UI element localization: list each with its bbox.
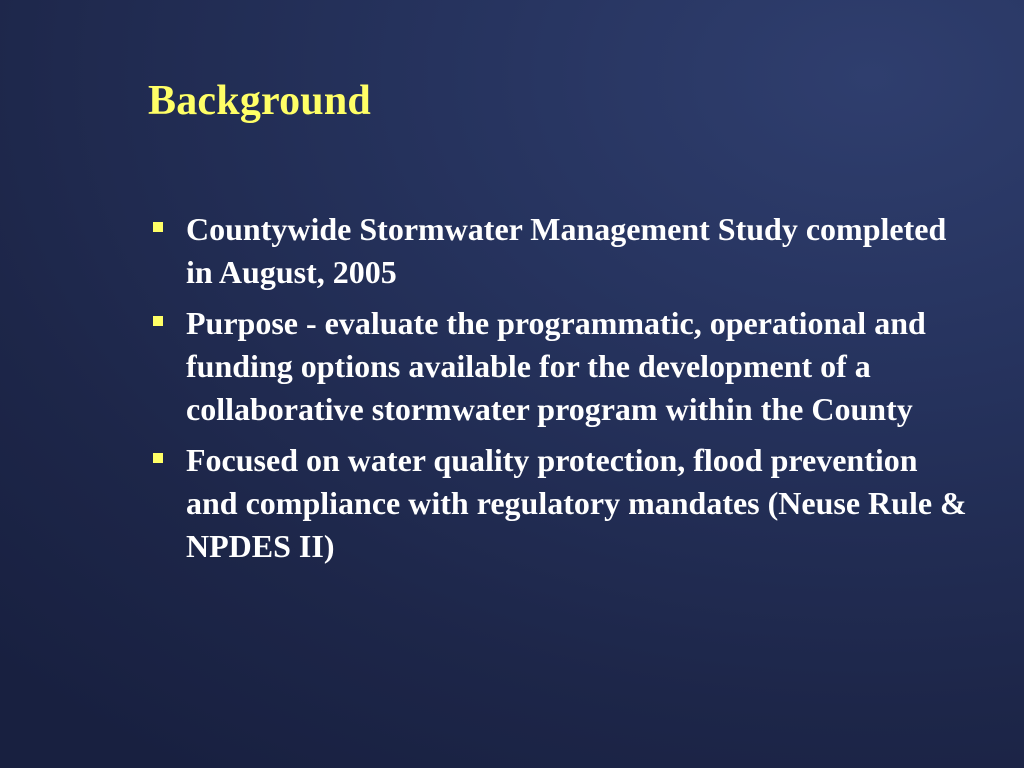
list-item [148,302,968,431]
square-bullet-icon [153,316,163,326]
bullet-text: Countywide Stormwater Management Study completed in August, 2005 [186,211,947,290]
list-item [148,208,968,294]
square-bullet-icon [153,453,163,463]
square-bullet-icon [153,222,163,232]
bullet-list [148,208,968,576]
list-item [148,439,968,568]
bullet-text: Focused on water quality protection, flood prevention and compliance with regulatory mandates (Neuse Rule & NPDES II) [186,442,967,564]
slide-title: Background [148,78,371,124]
bullet-text: Purpose - evaluate the programmatic, operational and funding options available for the development of a collaborative stormwater program within the County [186,305,926,427]
